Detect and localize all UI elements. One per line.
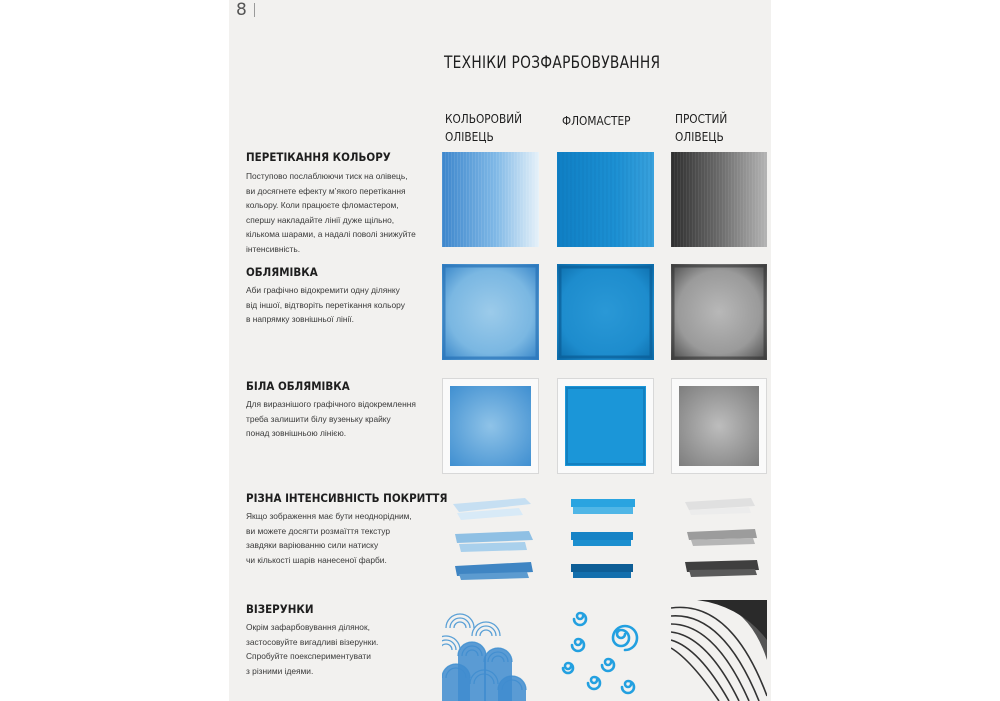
pattern-pencil-scales bbox=[442, 606, 539, 701]
section-text-color-blend: Поступово послаблюючи тиск на олівець, ви досягнете ефекту м’якого перетікання кольору. Коли працюєте фломастером, спершу накладайте лінії дуже щільно, кількома шарами, а надалі поволі знижуйте інтенсивність. bbox=[246, 171, 416, 254]
swatch-pencil-blend bbox=[442, 152, 539, 247]
page-number-divider bbox=[254, 3, 255, 17]
swatch-pencil-outline bbox=[442, 264, 539, 360]
section-title-color-blend: ПЕРЕТІКАННЯ КОЛЬОРУ bbox=[246, 150, 391, 164]
section-text-patterns: Окрім зафарбовування ділянок, застосовуйте вигадливі візерунки. Спробуйте поекспериментувати з різними ідеями. bbox=[246, 622, 379, 676]
column-header-colored-pencil: КОЛЬОРОВИЙ ОЛІВЕЦЬ bbox=[445, 112, 523, 144]
strokes-graphite-intensity bbox=[679, 494, 765, 586]
strokes-pencil-intensity bbox=[447, 494, 537, 586]
section-text-varied-intensity: Якщо зображення має бути неоднорідним, ви можете досягти розмаїття текстур завдяки варіюванню сили натиску чи кількості шарів нанесеної фарби. bbox=[246, 511, 412, 565]
section-title-varied-intensity: РІЗНА ІНТЕНСИВНІСТЬ ПОКРИТТЯ bbox=[246, 491, 448, 505]
swatch-marker-blend bbox=[557, 152, 654, 247]
swatch-graphite-white-outline bbox=[679, 386, 759, 466]
book-page bbox=[229, 0, 771, 701]
page-number: 8 bbox=[236, 0, 247, 20]
swatch-graphite-blend bbox=[671, 152, 767, 247]
column-header-marker: ФЛОМАСТЕР bbox=[562, 114, 631, 128]
section-title-outline-shading: ОБЛЯМІВКА bbox=[246, 265, 318, 279]
swatch-pencil-white-outline bbox=[450, 386, 531, 466]
section-text-white-outline: Для виразнішого графічного відокремлення треба залишити білу вузеньку крайку понад зовнішньою лінією. bbox=[246, 399, 416, 439]
pattern-marker-spirals bbox=[559, 604, 649, 699]
section-title-patterns: ВІЗЕРУНКИ bbox=[246, 602, 314, 616]
swatch-graphite-outline bbox=[671, 264, 767, 360]
swatch-marker-white-outline bbox=[565, 386, 646, 466]
swatch-marker-outline bbox=[557, 264, 654, 360]
page-title: ТЕХНІКИ РОЗФАРБОВУВАННЯ bbox=[444, 53, 661, 73]
strokes-marker-intensity bbox=[565, 494, 645, 586]
section-text-outline-shading: Аби графічно відокремити одну ділянку від іншої, відтворіть перетікання кольору в напрямку зовнішньої лінії. bbox=[246, 285, 405, 325]
column-header-graphite-pencil: ПРОСТИЙ ОЛІВЕЦЬ bbox=[675, 112, 728, 144]
section-title-white-outline: БІЛА ОБЛЯМІВКА bbox=[246, 379, 350, 393]
pattern-graphite-lines bbox=[671, 600, 767, 701]
